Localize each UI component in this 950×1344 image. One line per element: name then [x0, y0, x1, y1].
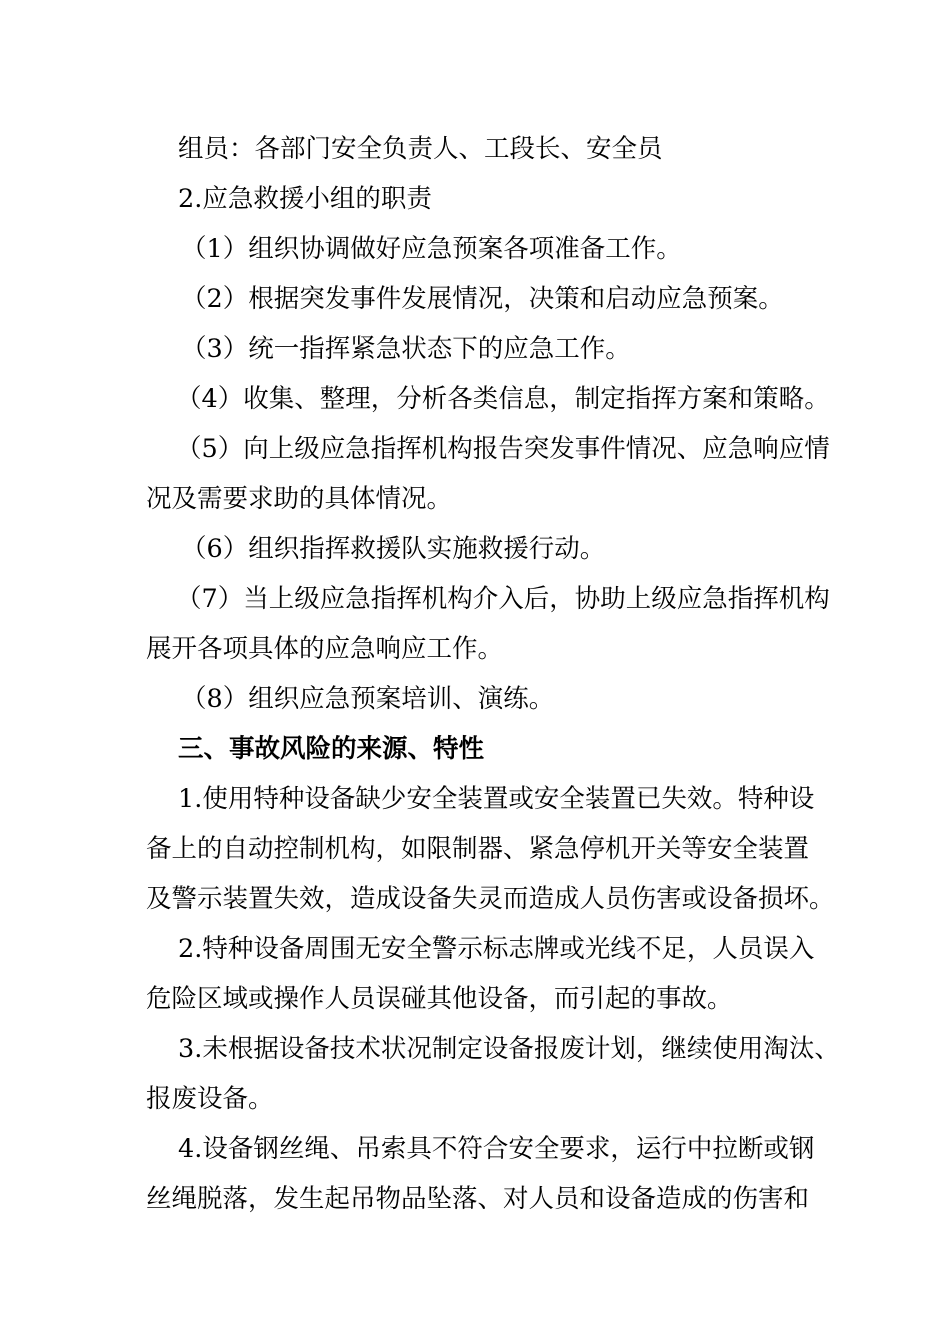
duty-item-5: （5）向上级应急指挥机构报告突发事件情况、应急响应情	[176, 434, 830, 464]
duty-item-6: （6）组织指挥救援队实施救援行动。	[181, 534, 606, 564]
duty-item-7: （7）当上级应急指挥机构介入后，协助上级应急指挥机构	[176, 584, 830, 614]
risk-item-2-cont: 危险区域或操作人员误碰其他设备，而引起的事故。	[146, 984, 733, 1014]
duty-item-2: （2）根据突发事件发展情况，决策和启动应急预案。	[181, 284, 784, 314]
section-heading-risk: 三、事故风险的来源、特性	[178, 734, 485, 764]
duty-item-1: （1）组织协调做好应急预案各项准备工作。	[181, 234, 682, 264]
risk-item-3-cont: 报废设备。	[146, 1084, 274, 1114]
risk-item-2: 2.特种设备周围无安全警示标志牌或光线不足，人员误入	[178, 934, 815, 964]
risk-item-1-cont-a: 备上的自动控制机构，如限制器、紧急停机开关等安全装置	[146, 834, 810, 864]
risk-item-3: 3.未根据设备技术状况制定设备报废计划，继续使用淘汰、	[178, 1034, 840, 1064]
risk-item-1: 1.使用特种设备缺少安全装置或安全装置已失效。特种设	[178, 784, 815, 814]
risk-item-4: 4.设备钢丝绳、吊索具不符合安全要求，运行中拉断或钢	[178, 1134, 815, 1164]
duty-item-4: （4）收集、整理，分析各类信息，制定指挥方案和策略。	[176, 384, 830, 414]
duty-item-3: （3）统一指挥紧急状态下的应急工作。	[181, 334, 631, 364]
duty-item-5-cont: 况及需要求助的具体情况。	[146, 484, 453, 514]
team-members-line: 组员：各部门安全负责人、工段长、安全员	[178, 134, 663, 164]
duty-item-7-cont: 展开各项具体的应急响应工作。	[146, 634, 504, 664]
risk-item-1-cont-b: 及警示装置失效，造成设备失灵而造成人员伤害或设备损坏。	[146, 884, 835, 914]
risk-item-4-cont: 丝绳脱落，发生起吊物品坠落、对人员和设备造成的伤害和	[146, 1184, 810, 1214]
section-heading-duties: 2.应急救援小组的职责	[178, 184, 432, 214]
duty-item-8: （8）组织应急预案培训、演练。	[181, 684, 555, 714]
